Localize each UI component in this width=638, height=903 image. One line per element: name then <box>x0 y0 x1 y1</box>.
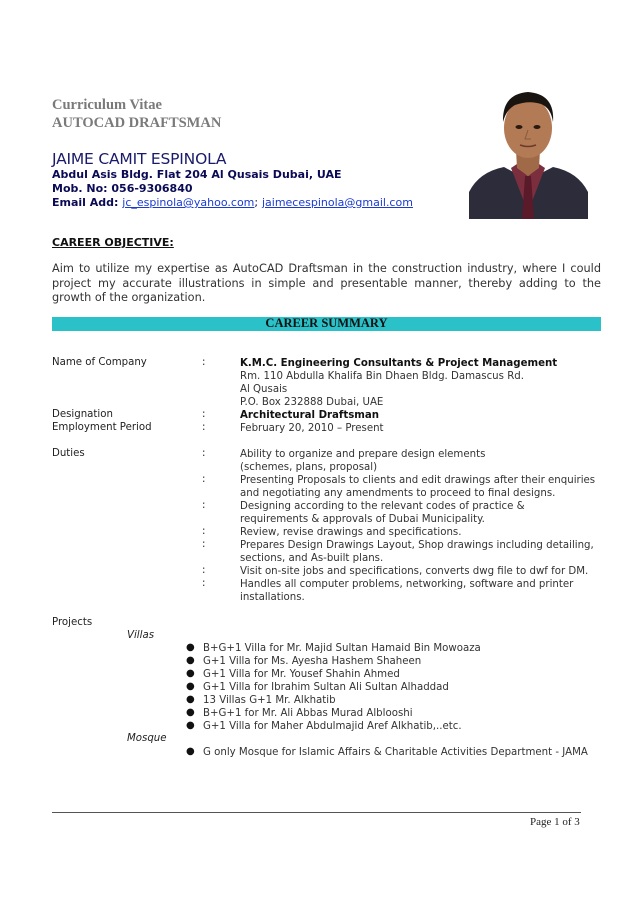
period-label: Employment Period <box>52 422 152 433</box>
villa-item: G+1 Villa for Mr. Yousef Shahin Ahmed <box>203 669 400 680</box>
bullet-icon: ● <box>186 694 195 705</box>
duty-line: sections, and As-built plans. <box>240 553 384 564</box>
position-title: AUTOCAD DRAFTSMAN <box>52 115 222 131</box>
company-address-line: P.O. Box 232888 Dubai, UAE <box>240 397 384 408</box>
designation-label: Designation <box>52 409 113 420</box>
company-address-line: Al Qusais <box>240 384 288 395</box>
mosque-label: Mosque <box>127 733 167 744</box>
footer-divider <box>52 812 581 813</box>
villa-item: G+1 Villa for Maher Abdulmajid Aref Alkhatib,..etc. <box>203 721 462 732</box>
period-colon: : <box>202 422 206 433</box>
duty-colon: : <box>202 448 206 459</box>
duties-label: Duties <box>52 448 85 459</box>
duty-colon: : <box>202 565 206 576</box>
duty-colon: : <box>202 474 206 485</box>
duty-line: Designing according to the relevant codes of practice & <box>240 501 525 512</box>
duty-colon: : <box>202 526 206 537</box>
period-value: February 20, 2010 – Present <box>240 423 384 434</box>
duty-line: requirements & approvals of Dubai Municipality. <box>240 514 485 525</box>
duty-line: (schemes, plans, proposal) <box>240 462 378 473</box>
mobile-label: Mob. No: <box>52 182 108 195</box>
email-separator: ; <box>254 196 259 209</box>
company-name: K.M.C. Engineering Consultants & Project Management <box>240 358 558 369</box>
full-name: JAIME CAMIT ESPINOLA <box>52 150 227 168</box>
designation-colon: : <box>202 409 206 420</box>
villa-item: G+1 Villa for Ibrahim Sultan Ali Sultan Alhaddad <box>203 682 449 693</box>
designation-value: Architectural Draftsman <box>240 410 380 421</box>
projects-label: Projects <box>52 617 93 628</box>
email-label: Email Add: <box>52 196 119 209</box>
bullet-icon: ● <box>186 655 195 666</box>
duty-line: Prepares Design Drawings Layout, Shop drawings including detailing, <box>240 540 594 551</box>
mobile-number: 056-9306840 <box>111 182 193 195</box>
duty-line: Handles all computer problems, networking, software and printer <box>240 579 574 590</box>
bullet-icon: ● <box>186 668 195 679</box>
bullet-icon: ● <box>186 720 195 731</box>
duty-line: installations. <box>240 592 305 603</box>
mobile-row <box>52 182 193 195</box>
duty-colon: : <box>202 578 206 589</box>
duty-colon: : <box>202 500 206 511</box>
profile-photo <box>469 72 588 219</box>
address: Abdul Asis Bldg. Flat 204 Al Qusais Dubai, UAE <box>52 168 342 181</box>
objective-title: CAREER OBJECTIVE: <box>52 236 174 249</box>
cv-heading <box>52 96 221 132</box>
doc-title: Curriculum Vitae <box>52 97 162 113</box>
villa-item: G+1 Villa for Ms. Ayesha Hashem Shaheen <box>203 656 422 667</box>
company-label: Name of Company <box>52 357 147 368</box>
duty-line: Review, revise drawings and specifications. <box>240 527 462 538</box>
summary-title: CAREER SUMMARY <box>265 316 388 330</box>
email-link-yahoo[interactable]: jc_espinola@yahoo.com <box>122 196 255 209</box>
bullet-icon: ● <box>186 681 195 692</box>
mosque-item: G only Mosque for Islamic Affairs & Charitable Activities Department - JAMA <box>203 747 588 758</box>
page-number: Page 1 of 3 <box>530 816 580 828</box>
villa-item: B+G+1 Villa for Mr. Majid Sultan Hamaid Bin Mowoaza <box>203 643 481 654</box>
bullet-icon: ● <box>186 746 195 757</box>
bullet-icon: ● <box>186 707 195 718</box>
duty-line: Visit on-site jobs and specifications, converts dwg file to dwf for DM. <box>240 566 589 577</box>
email-row <box>52 196 413 209</box>
duty-line: Ability to organize and prepare design elements <box>240 449 486 460</box>
bullet-icon: ● <box>186 642 195 653</box>
objective-text: Aim to utilize my expertise as AutoCAD Draftsman in the construction industry, where I could project my accurate illustrations in simple and presentable manner, thereby adding to the growth of the organization. <box>52 262 601 304</box>
duty-line: Presenting Proposals to clients and edit drawings after their enquiries <box>240 475 596 486</box>
company-address-line: Rm. 110 Abdulla Khalifa Bin Dhaen Bldg. Damascus Rd. <box>240 371 524 382</box>
company-colon: : <box>202 357 206 368</box>
duty-line: and negotiating any amendments to proceed to final designs. <box>240 488 556 499</box>
villa-item: 13 Villas G+1 Mr. Alkhatib <box>203 695 336 706</box>
email-link-gmail[interactable]: jaimecespinola@gmail.com <box>261 196 413 209</box>
villa-item: B+G+1 for Mr. Ali Abbas Murad Alblooshi <box>203 708 413 719</box>
villas-label: Villas <box>127 630 155 641</box>
duty-colon: : <box>202 539 206 550</box>
